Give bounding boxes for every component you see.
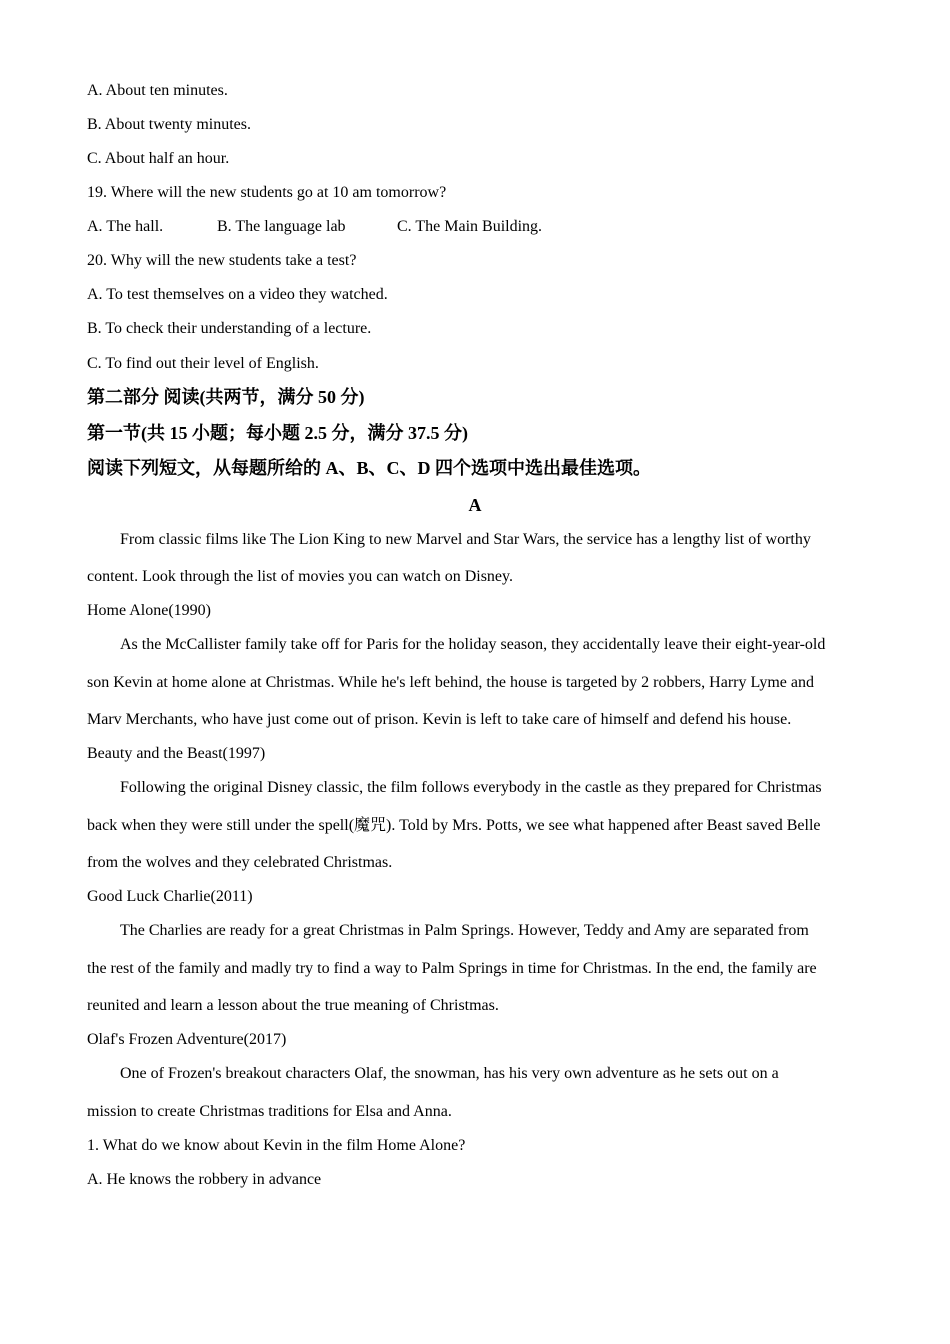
instruction: 阅读下列短文，从每题所给的 A、B、C、D 四个选项中选出最佳选项。 [87, 458, 651, 478]
q20-question: 20. Why will the new students take a test? [87, 252, 357, 269]
q18-option-a: A. About ten minutes. [87, 82, 228, 99]
q20-option-c: C. To find out their level of English. [87, 355, 319, 372]
passage-label: A [468, 495, 482, 515]
q18-option-b: B. About twenty minutes. [87, 116, 251, 133]
q19-question: 19. Where will the new students go at 10 am tomorrow? [87, 184, 447, 201]
question-1-option-a: A. He knows the robbery in advance [87, 1171, 322, 1188]
q20-option-a: A. To test themselves on a video they watched. [87, 286, 388, 303]
section-title: 第一节(共 15 小题；每小题 2.5 分，满分 37.5 分) [87, 423, 468, 443]
movie-description-line: Marv Merchants, who have just come out of prison. Kevin is left to take care of himself and defend his house. [87, 711, 792, 728]
movie-title: Beauty and the Beast(1997) [87, 745, 266, 762]
q19-option-b: B. The language lab [217, 218, 346, 235]
movie-title: Good Luck Charlie(2011) [87, 888, 253, 905]
intro-line: content. Look through the list of movies you can watch on Disney. [87, 568, 513, 585]
movie-description-line: reunited and learn a lesson about the true meaning of Christmas. [87, 997, 499, 1014]
movie-title: Home Alone(1990) [87, 602, 211, 619]
q19-option-c: C. The Main Building. [397, 218, 543, 235]
intro-line: From classic films like The Lion King to new Marvel and Star Wars, the service has a lengthy list of worthy [120, 531, 811, 548]
movie-description-line: from the wolves and they celebrated Christmas. [87, 854, 393, 871]
movie-description-line: Following the original Disney classic, the film follows everybody in the castle as they prepared for Christmas [120, 779, 822, 796]
movie-description-line: mission to create Christmas traditions for Elsa and Anna. [87, 1103, 452, 1120]
movie-title: Olaf's Frozen Adventure(2017) [87, 1031, 287, 1048]
q19-options [87, 217, 542, 237]
movie-description-line: One of Frozen's breakout characters Olaf, the snowman, has his very own adventure as he sets out on a [120, 1065, 779, 1082]
q20-option-b: B. To check their understanding of a lecture. [87, 320, 372, 337]
q18-option-c: C. About half an hour. [87, 150, 230, 167]
movie-description-line: the rest of the family and madly try to find a way to Palm Springs in time for Christmas. In the end, the family are [87, 960, 817, 977]
movie-description-line: son Kevin at home alone at Christmas. While he's left behind, the house is targeted by 2 robbers, Harry Lyme and [87, 674, 815, 691]
movie-description-line: As the McCallister family take off for Paris for the holiday season, they accidentally leave their eight-year-old [120, 636, 826, 653]
movie-description-line: back when they were still under the spell(魔咒). Told by Mrs. Potts, we see what happened after Beast saved Belle [87, 817, 821, 834]
q19-option-a: A. The hall. [87, 218, 164, 235]
movie-description-line: The Charlies are ready for a great Christmas in Palm Springs. However, Teddy and Amy are separated from [120, 922, 809, 939]
question-1: 1. What do we know about Kevin in the film Home Alone? [87, 1137, 466, 1154]
part-title: 第二部分 阅读(共两节，满分 50 分) [87, 387, 365, 407]
